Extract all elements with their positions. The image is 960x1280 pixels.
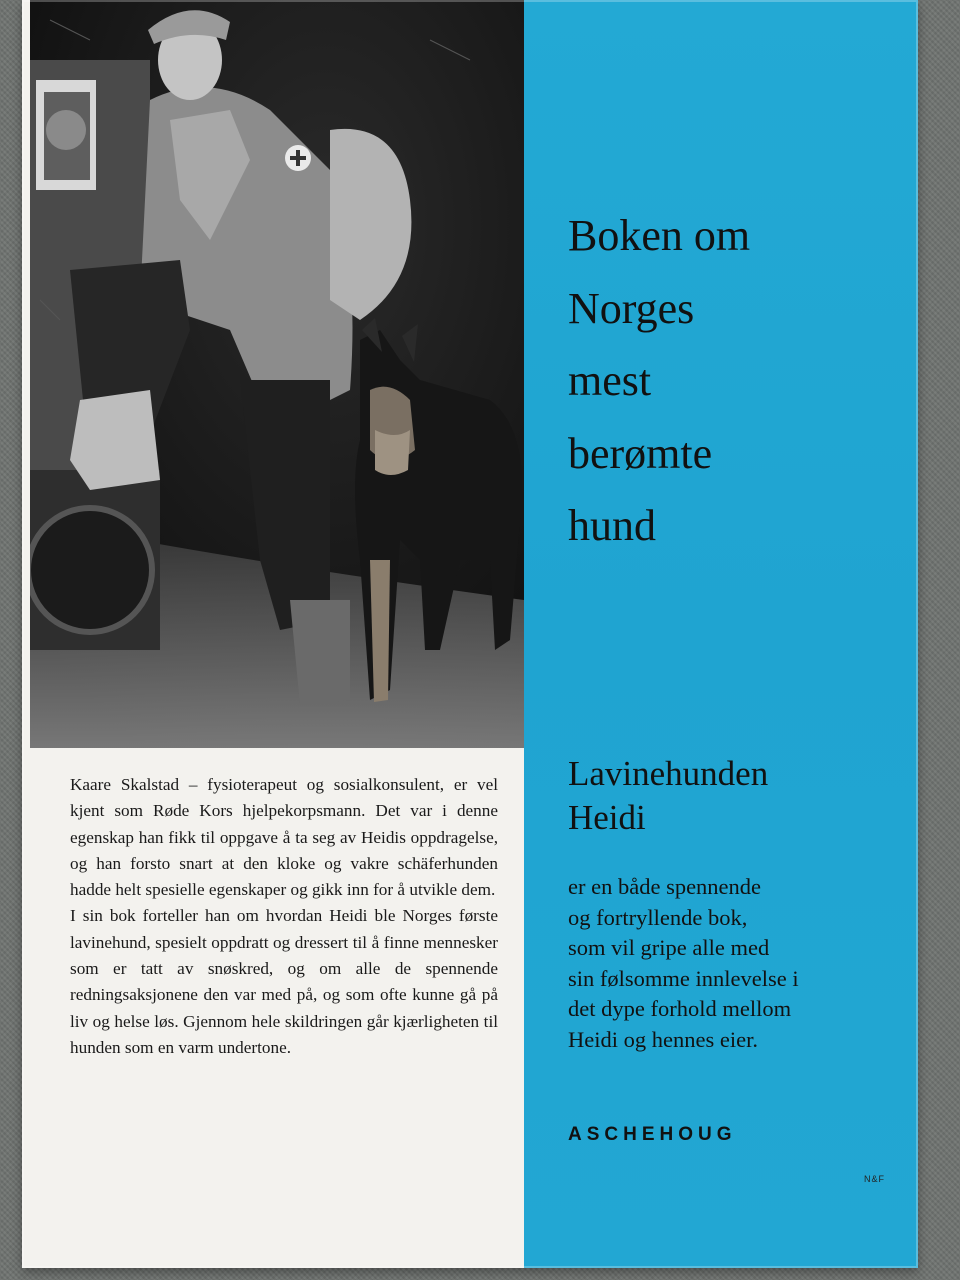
left-column [22, 0, 524, 1268]
blurb-text [70, 772, 498, 1061]
printer-mark: N&F [864, 1174, 885, 1184]
book-back-cover [22, 0, 918, 1268]
publisher-name: ASCHEHOUG [568, 1124, 737, 1145]
blurb-paragraph-2: I sin bok forteller han om hvordan Heidi ble Norges første lavinehund, spesielt oppdratt og dressert til å finne mennesker som er tatt av snøskred, og om alle de spennende redningsaksjonene den var med på, og som ofte kunne gå på liv og helse løs. Gjennom hele skildringen går kjærligheten til hunden som en varm undertone. [70, 906, 498, 1057]
book-description: er en både spennende og fortryllende bok, som vil gripe alle med sin følsomme innlevelse i det dype forhold mellom Heidi og hennes eier. [568, 874, 799, 1052]
book-title: Lavinehunden Heidi [568, 754, 769, 837]
cover-tagline: Boken om Norges mest berømte hund [568, 211, 751, 550]
photo-man-with-dog-icon [30, 0, 524, 748]
blurb-paragraph-1: Kaare Skalstad – fysioterapeut og sosialkonsulent, er vel kjent som Røde Kors hjelpekorpsmann. Det var i denne egenskap han fikk til oppgave å ta seg av Heidis oppdragelse, og han forsto snart at den kloke og vakre schäferhunden hadde helt spesielle egenskaper og gikk inn for å utvikle dem. [70, 775, 498, 900]
right-column [524, 0, 918, 1268]
photo-man-with-dog [30, 0, 524, 748]
